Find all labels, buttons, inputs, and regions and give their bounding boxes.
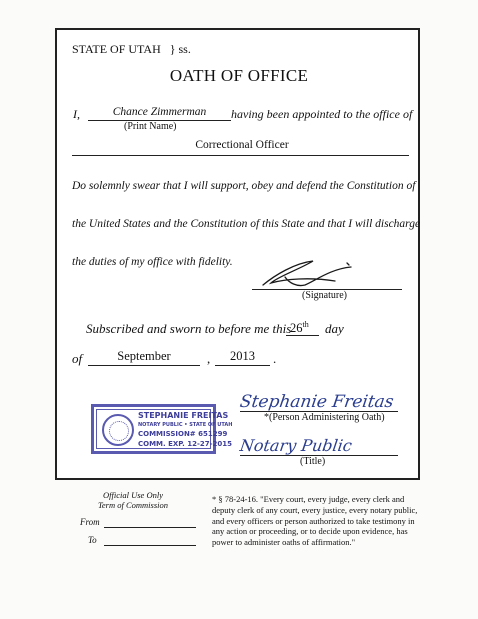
- statute-footnote: * § 78-24-16. "Every court, every judge, every clerk and deputy clerk of any court, every justice, every notary public, and every officers or person authorized to take testimony in any action or proceeding, or to decide upon evidence, has power to administer oaths of affirmation.": [212, 494, 418, 548]
- day-number: 26: [290, 321, 303, 336]
- stamp-line-1: NOTARY PUBLIC • STATE OF UTAH: [138, 422, 233, 428]
- of-label: of: [72, 351, 83, 366]
- to-underline: [104, 545, 196, 546]
- title-caption: (Title): [300, 456, 326, 467]
- day-suffix: th: [302, 320, 309, 329]
- appointment-text: having been appointed to the office of: [231, 107, 413, 121]
- notary-title-handwritten: Notary Public: [238, 436, 354, 455]
- month-underline: [88, 365, 200, 366]
- month-value: September: [117, 349, 171, 363]
- document-title: OATH OF OFFICE: [169, 66, 309, 85]
- state-label: STATE OF UTAH: [72, 42, 161, 56]
- oath-line-2: the United States and the Constitution of this State and that I will discharge: [72, 218, 421, 230]
- printed-name: Chance Zimmerman: [112, 106, 207, 118]
- from-underline: [104, 527, 196, 528]
- stamp-name: STEPHANIE FREITAS: [138, 411, 229, 420]
- from-label: From: [80, 517, 100, 527]
- admin-caption: *(Person Administering Oath): [264, 412, 385, 423]
- stamp-commission: COMMISSION# 651299: [138, 430, 228, 438]
- day-word: day: [325, 321, 344, 336]
- notary-stamp: [91, 404, 233, 454]
- oath-line-1: Do solemnly swear that I will support, obey and defend the Constitution of: [72, 180, 416, 192]
- year-value: 2013: [230, 349, 255, 363]
- official-use-heading: Official Use Only: [103, 490, 163, 500]
- sworn-text: Subscribed and sworn to before me this: [86, 321, 292, 336]
- state-seal-icon: [102, 414, 134, 446]
- year-underline: [215, 365, 270, 366]
- notary-signature: Stephanie Freitas: [238, 392, 395, 412]
- to-label: To: [88, 535, 97, 545]
- date-comma: ,: [207, 351, 211, 366]
- state-caption: [72, 42, 191, 57]
- signature-caption: (Signature): [302, 290, 347, 301]
- prefix-i: I,: [73, 107, 80, 121]
- office-title: Correctional Officer: [195, 139, 289, 151]
- day-value: [290, 320, 309, 336]
- print-name-caption: (Print Name): [124, 121, 177, 132]
- date-period: .: [273, 351, 277, 366]
- stamp-expiry: COMM. EXP. 12-27-2015: [138, 440, 233, 448]
- term-heading: Term of Commission: [97, 500, 169, 510]
- office-underline: [72, 155, 409, 156]
- ss-label: } ss.: [169, 42, 191, 56]
- oath-line-3: the duties of my office with fidelity.: [72, 256, 233, 268]
